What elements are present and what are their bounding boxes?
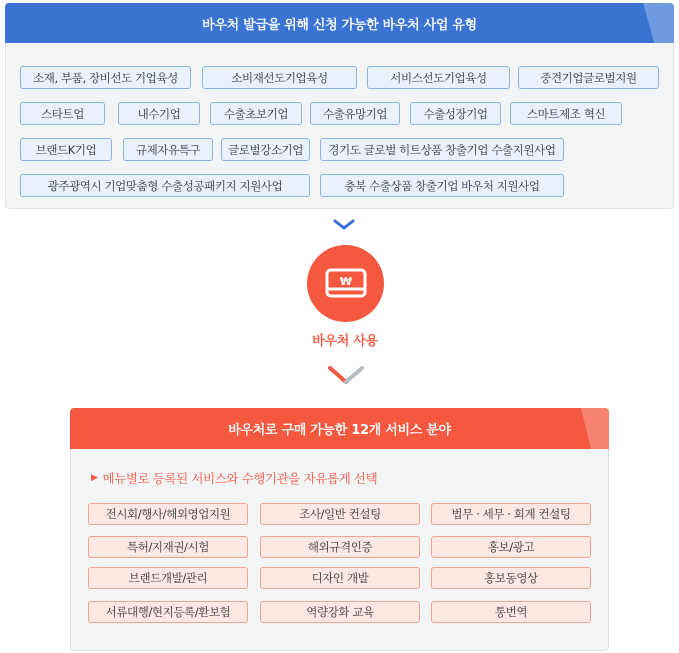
program-tag[interactable]: 수출유망기업 [310, 102, 400, 125]
program-types-title: 바우처 발급을 위해 신청 가능한 바우처 사업 유형 [202, 17, 477, 33]
chevron-down-icon [333, 219, 355, 231]
program-tag[interactable]: 글로벌강소기업 [221, 138, 310, 161]
service-fields-header [70, 408, 609, 449]
service-fields-body [70, 449, 609, 651]
voucher-program-types-panel [5, 3, 674, 209]
program-tag[interactable]: 스마트제조 혁신 [510, 102, 622, 125]
triangle-right-icon: ▶ [91, 473, 98, 483]
service-fields-panel [70, 408, 609, 651]
program-tag[interactable]: 경기도 글로벌 히트상품 창출기업 수출지원사업 [320, 138, 564, 161]
program-tag[interactable]: 소재, 부품, 장비선도 기업육성 [20, 66, 191, 89]
program-types-body [5, 43, 674, 209]
program-tag[interactable]: 내수기업 [118, 102, 200, 125]
service-item[interactable]: 홍보/광고 [431, 536, 591, 558]
service-item[interactable]: 해외규격인증 [260, 536, 420, 558]
service-item[interactable]: 특허/지재권/시험 [88, 536, 248, 558]
program-tag[interactable]: 광주광역시 기업맞춤형 수출성공패키지 지원사업 [20, 174, 310, 197]
program-tag[interactable]: 규제자유특구 [123, 138, 213, 161]
program-tag[interactable]: 소비재선도기업육성 [202, 66, 357, 89]
service-item[interactable]: 디자인 개발 [260, 567, 420, 589]
voucher-use-label: 바우처 사용 [312, 334, 378, 349]
service-item[interactable]: 통번역 [431, 601, 591, 623]
program-tag[interactable]: 충북 수출상품 창출기업 바우처 지원사업 [320, 174, 564, 197]
service-item[interactable]: 조사/일반 컨설팅 [260, 503, 420, 525]
voucher-card-icon [324, 267, 368, 301]
program-types-header [5, 3, 674, 43]
service-description [91, 469, 377, 487]
service-item[interactable]: 홍보동영상 [431, 567, 591, 589]
service-item[interactable]: 서류대행/현지등록/환보험 [88, 601, 248, 623]
service-item[interactable]: 브랜드개발/관리 [88, 567, 248, 589]
program-tag[interactable]: 중견기업글로벌지원 [518, 66, 659, 89]
service-description-text: 메뉴별로 등록된 서비스와 수행기관을 자유롭게 선택 [102, 471, 378, 486]
program-tag[interactable]: 수출성장기업 [410, 102, 501, 125]
program-tag[interactable]: 스타트업 [20, 102, 105, 125]
currency-symbol: ₩ [339, 274, 352, 288]
flow-arrow-icon [326, 364, 366, 386]
program-tag[interactable]: 브랜드K기업 [20, 138, 112, 161]
service-item[interactable]: 법무 · 세무 · 회계 컨설팅 [431, 503, 591, 525]
program-tag[interactable]: 수출초보기업 [210, 102, 302, 125]
program-tag[interactable]: 서비스선도기업육성 [367, 66, 510, 89]
service-item[interactable]: 역량강화 교육 [260, 601, 420, 623]
service-item[interactable]: 전시회/행사/해외영업지원 [88, 503, 248, 525]
service-fields-title: 바우처로 구매 가능한 12개 서비스 분야 [228, 423, 451, 438]
voucher-icon-circle [307, 245, 384, 322]
